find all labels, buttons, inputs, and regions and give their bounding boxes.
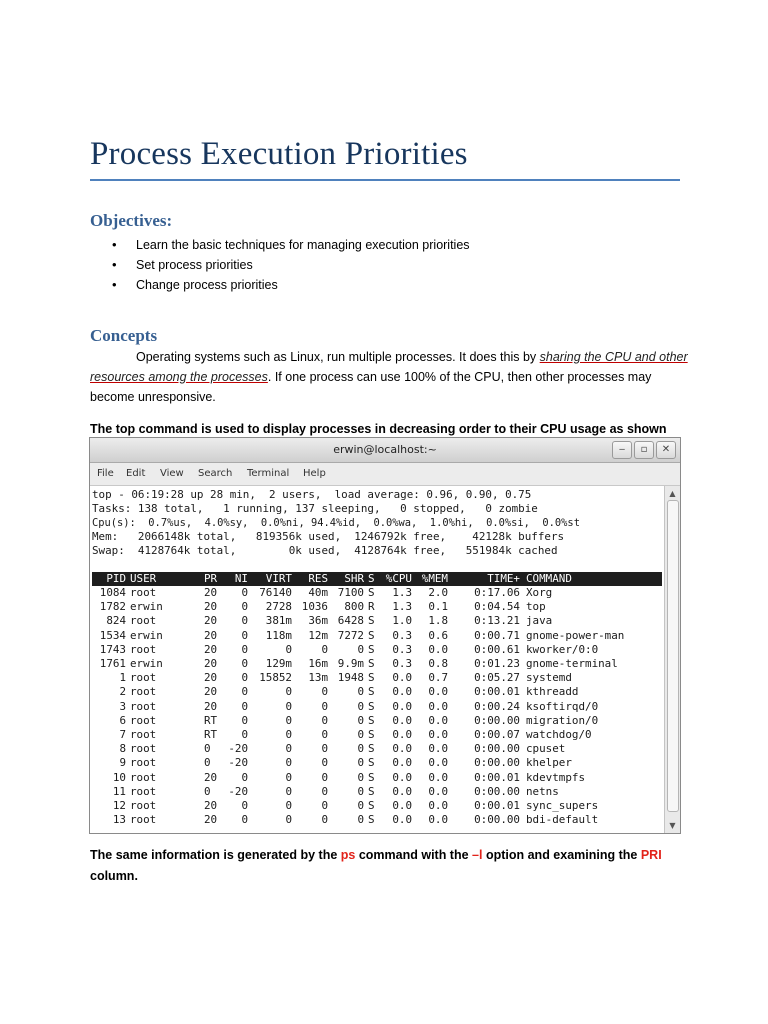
cell-pr: 20 bbox=[204, 614, 218, 628]
scroll-down-icon[interactable]: ▼ bbox=[669, 821, 676, 830]
cell-ni: 0 bbox=[241, 642, 248, 656]
cell-time: 0:00.07 bbox=[474, 728, 520, 741]
cell-user: root bbox=[130, 671, 157, 685]
cell-virt: 2728 bbox=[265, 600, 292, 614]
cell-mem: 2.0 bbox=[428, 586, 448, 599]
cell-mem: 1.8 bbox=[428, 614, 448, 628]
cell-virt: 0 bbox=[285, 685, 292, 699]
cell-shr: 0 bbox=[357, 713, 364, 727]
column-header-ni: NI bbox=[234, 572, 248, 585]
top-tasks-line: Tasks: 138 total, 1 running, 137 sleeping, 0 stopped, 0 zombie bbox=[92, 502, 538, 515]
title-divider bbox=[90, 179, 680, 181]
table-row bbox=[92, 629, 664, 643]
terminal-output[interactable] bbox=[90, 486, 664, 833]
list-item: • Change process priorities bbox=[112, 275, 470, 295]
table-row bbox=[92, 813, 664, 827]
cell-cpu: 0.0 bbox=[392, 784, 412, 798]
cell-virt: 0 bbox=[285, 728, 292, 741]
cell-mem: 0.1 bbox=[428, 600, 448, 614]
column-header-state: S bbox=[368, 572, 375, 585]
bullet-icon: • bbox=[112, 277, 117, 292]
cell-ni: 0 bbox=[241, 628, 248, 642]
cell-res: 0 bbox=[321, 756, 328, 770]
bullet-icon: • bbox=[112, 257, 117, 272]
cell-pid: 1084 bbox=[99, 586, 126, 599]
cell-ni: 0 bbox=[241, 728, 248, 741]
cell-command: gnome-power-man bbox=[526, 628, 625, 642]
cell-shr: 0 bbox=[357, 799, 364, 812]
cell-command: sync_supers bbox=[526, 799, 599, 812]
cell-shr: 0 bbox=[357, 742, 364, 756]
cell-user: root bbox=[130, 813, 157, 827]
cell-state: S bbox=[368, 813, 375, 827]
menu-file[interactable]: File bbox=[97, 468, 114, 479]
bullet-icon: • bbox=[112, 237, 117, 252]
cell-user: root bbox=[130, 728, 157, 741]
table-row bbox=[92, 742, 664, 756]
cell-state: S bbox=[368, 742, 375, 756]
table-row bbox=[92, 643, 664, 657]
list-item: • Set process priorities bbox=[112, 255, 470, 275]
cell-ni: 0 bbox=[241, 813, 248, 827]
cell-shr: 9.9m bbox=[337, 657, 364, 670]
cell-shr: 0 bbox=[357, 699, 364, 713]
table-row bbox=[92, 671, 664, 685]
cell-virt: 0 bbox=[285, 770, 292, 784]
cell-command: java bbox=[526, 614, 553, 628]
cell-state: S bbox=[368, 756, 375, 770]
cell-cpu: 0.0 bbox=[392, 685, 412, 699]
cell-time: 0:01.23 bbox=[474, 657, 520, 670]
cell-mem: 0.0 bbox=[428, 784, 448, 798]
column-header-res: RES bbox=[308, 572, 328, 585]
cell-ni: 0 bbox=[241, 586, 248, 599]
cell-cpu: 0.0 bbox=[392, 742, 412, 756]
cell-virt: 0 bbox=[285, 813, 292, 827]
scroll-up-icon[interactable]: ▲ bbox=[669, 489, 676, 498]
cell-command: netns bbox=[526, 784, 559, 798]
column-header-cpu: %CPU bbox=[385, 572, 412, 585]
table-row bbox=[92, 657, 664, 671]
cell-state: S bbox=[368, 642, 375, 656]
cell-time: 0:00.01 bbox=[474, 799, 520, 812]
cell-time: 0:00.01 bbox=[474, 685, 520, 699]
menu-search[interactable]: Search bbox=[198, 468, 233, 479]
cell-state: S bbox=[368, 614, 375, 628]
cell-mem: 0.8 bbox=[428, 657, 448, 670]
cell-pr: 20 bbox=[204, 657, 218, 670]
cell-user: root bbox=[130, 713, 157, 727]
cell-shr: 0 bbox=[357, 685, 364, 699]
pri-keyword: PRI bbox=[640, 848, 662, 862]
cell-shr: 1948 bbox=[337, 671, 364, 685]
table-row bbox=[92, 785, 664, 799]
cell-virt: 0 bbox=[285, 799, 292, 812]
cell-res: 0 bbox=[321, 799, 328, 812]
cell-ni: -20 bbox=[228, 742, 248, 756]
cell-res: 1036 bbox=[301, 600, 328, 614]
ps-command-note: The same information is generated by the ps command with the –l option and examining the PRI column. bbox=[90, 848, 662, 883]
column-header-shr: SHR bbox=[344, 572, 364, 585]
cell-res: 0 bbox=[321, 642, 328, 656]
cell-pr: 20 bbox=[204, 628, 218, 642]
cell-virt: 0 bbox=[285, 642, 292, 656]
cell-command: kdevtmpfs bbox=[526, 770, 586, 784]
cell-pr: 0 bbox=[204, 742, 211, 756]
table-row bbox=[92, 771, 664, 785]
cell-time: 0:00.00 bbox=[474, 742, 520, 756]
terminal-title: erwin@localhost:~ bbox=[333, 443, 437, 456]
cell-pid: 3 bbox=[119, 699, 126, 713]
cell-cpu: 0.0 bbox=[392, 799, 412, 812]
cell-pr: 20 bbox=[204, 671, 218, 685]
cell-state: S bbox=[368, 671, 375, 685]
cell-time: 0:00.00 bbox=[474, 756, 520, 770]
cell-pr: RT bbox=[204, 728, 218, 741]
cell-cpu: 0.0 bbox=[392, 813, 412, 827]
cell-pid: 9 bbox=[119, 756, 126, 770]
cell-time: 0:17.06 bbox=[474, 586, 520, 599]
cell-shr: 7272 bbox=[337, 628, 364, 642]
cell-mem: 0.0 bbox=[428, 799, 448, 812]
cell-shr: 0 bbox=[357, 813, 364, 827]
cell-virt: 0 bbox=[285, 784, 292, 798]
table-row bbox=[92, 756, 664, 770]
cell-command: systemd bbox=[526, 671, 572, 685]
cell-mem: 0.0 bbox=[428, 713, 448, 727]
cell-time: 0:05.27 bbox=[474, 671, 520, 685]
cell-pid: 11 bbox=[112, 784, 126, 798]
cell-user: erwin bbox=[130, 657, 163, 670]
cell-user: root bbox=[130, 699, 157, 713]
cell-state: S bbox=[368, 657, 375, 670]
column-header-command: COMMAND bbox=[526, 572, 572, 585]
cell-virt: 76140 bbox=[259, 586, 292, 599]
cell-virt: 381m bbox=[265, 614, 292, 628]
cell-pr: 20 bbox=[204, 685, 218, 699]
option-keyword: –l bbox=[472, 848, 483, 862]
objectives-heading: Objectives: bbox=[90, 211, 173, 230]
cell-virt: 0 bbox=[285, 699, 292, 713]
cell-ni: -20 bbox=[228, 784, 248, 798]
cell-pid: 1782 bbox=[99, 600, 126, 614]
cell-time: 0:00.24 bbox=[474, 699, 520, 713]
cell-ni: 0 bbox=[241, 685, 248, 699]
cell-pid: 824 bbox=[106, 614, 126, 628]
cell-pid: 1 bbox=[119, 671, 126, 685]
cell-res: 36m bbox=[308, 614, 328, 628]
cell-state: S bbox=[368, 713, 375, 727]
cell-ni: 0 bbox=[241, 614, 248, 628]
cell-res: 0 bbox=[321, 770, 328, 784]
cell-ni: 0 bbox=[241, 799, 248, 812]
cell-ni: 0 bbox=[241, 713, 248, 727]
cell-user: erwin bbox=[130, 628, 163, 642]
cell-command: kthreadd bbox=[526, 685, 579, 699]
cell-mem: 0.0 bbox=[428, 813, 448, 827]
cell-time: 0:00.00 bbox=[474, 784, 520, 798]
cell-command: watchdog/0 bbox=[526, 728, 592, 741]
cell-pr: 20 bbox=[204, 799, 218, 812]
cell-command: kworker/0:0 bbox=[526, 642, 599, 656]
column-header-mem: %MEM bbox=[421, 572, 448, 585]
cell-user: root bbox=[130, 685, 157, 699]
cell-res: 16m bbox=[308, 657, 328, 670]
concepts-heading: Concepts bbox=[90, 326, 158, 345]
cell-time: 0:13.21 bbox=[474, 614, 520, 628]
cell-pid: 6 bbox=[119, 713, 126, 727]
top-summary-line: top - 06:19:28 up 28 min, 2 users, load average: 0.96, 0.90, 0.75 bbox=[92, 488, 532, 501]
cell-virt: 0 bbox=[285, 756, 292, 770]
cell-res: 0 bbox=[321, 813, 328, 827]
cell-shr: 0 bbox=[357, 642, 364, 656]
table-row bbox=[92, 586, 664, 600]
cell-res: 0 bbox=[321, 742, 328, 756]
cell-user: root bbox=[130, 770, 157, 784]
cell-virt: 15852 bbox=[259, 671, 292, 685]
cell-time: 0:00.71 bbox=[474, 628, 520, 642]
cell-cpu: 0.0 bbox=[392, 728, 412, 741]
cell-cpu: 0.3 bbox=[392, 657, 412, 670]
cell-pid: 1743 bbox=[99, 642, 126, 656]
cell-shr: 0 bbox=[357, 770, 364, 784]
cell-mem: 0.0 bbox=[428, 742, 448, 756]
cell-command: migration/0 bbox=[526, 713, 599, 727]
cell-time: 0:00.01 bbox=[474, 770, 520, 784]
cell-user: root bbox=[130, 742, 157, 756]
cell-cpu: 0.0 bbox=[392, 671, 412, 685]
cell-shr: 6428 bbox=[337, 614, 364, 628]
column-header-user: USER bbox=[130, 572, 157, 585]
cell-state: S bbox=[368, 586, 375, 599]
cell-ni: 0 bbox=[241, 699, 248, 713]
cell-command: bdi-default bbox=[526, 813, 599, 827]
cell-pr: RT bbox=[204, 713, 218, 727]
terminal-window bbox=[89, 437, 681, 834]
maximize-icon[interactable]: ▫ bbox=[634, 441, 654, 459]
cell-pr: 20 bbox=[204, 699, 218, 713]
cell-time: 0:00.00 bbox=[474, 713, 520, 727]
cell-res: 13m bbox=[308, 671, 328, 685]
menu-terminal[interactable]: Terminal bbox=[247, 468, 290, 479]
cell-virt: 0 bbox=[285, 742, 292, 756]
cell-command: khelper bbox=[526, 756, 572, 770]
underlined-phrase: sharing the CPU and other resources among the processes bbox=[90, 350, 688, 384]
concepts-paragraph: Operating systems such as Linux, run multiple processes. It does this by sharing the CPU and other resources among the processes. If one process can use 100% of the CPU, then other processes may become unresponsive. bbox=[90, 350, 688, 404]
cell-pr: 20 bbox=[204, 586, 218, 599]
table-row bbox=[92, 714, 664, 728]
cell-pr: 20 bbox=[204, 770, 218, 784]
cell-cpu: 0.3 bbox=[392, 642, 412, 656]
cell-ni: 0 bbox=[241, 600, 248, 614]
table-row bbox=[92, 728, 664, 742]
cell-cpu: 0.0 bbox=[392, 699, 412, 713]
cell-user: root bbox=[130, 586, 157, 599]
cell-state: S bbox=[368, 699, 375, 713]
cell-cpu: 1.3 bbox=[392, 600, 412, 614]
menu-edit[interactable]: Edit bbox=[126, 468, 146, 479]
cell-state: S bbox=[368, 728, 375, 741]
cell-mem: 0.0 bbox=[428, 728, 448, 741]
terminal-menubar bbox=[90, 463, 680, 486]
cell-pr: 0 bbox=[204, 756, 211, 770]
cell-pid: 8 bbox=[119, 742, 126, 756]
cell-res: 0 bbox=[321, 784, 328, 798]
cell-cpu: 1.3 bbox=[392, 586, 412, 599]
cell-mem: 0.7 bbox=[428, 671, 448, 685]
cell-pr: 20 bbox=[204, 813, 218, 827]
table-row bbox=[92, 600, 664, 614]
table-row bbox=[92, 685, 664, 699]
cell-pid: 7 bbox=[119, 728, 126, 741]
cell-state: R bbox=[368, 600, 375, 614]
terminal-titlebar[interactable] bbox=[90, 438, 680, 463]
cell-res: 0 bbox=[321, 699, 328, 713]
cell-ni: -20 bbox=[228, 756, 248, 770]
cell-shr: 0 bbox=[357, 784, 364, 798]
cell-res: 12m bbox=[308, 628, 328, 642]
cell-command: ksoftirqd/0 bbox=[526, 699, 599, 713]
cell-pid: 10 bbox=[112, 770, 126, 784]
column-header-pid: PID bbox=[106, 572, 126, 585]
cell-time: 0:00.00 bbox=[474, 813, 520, 827]
cell-user: root bbox=[130, 614, 157, 628]
cell-mem: 0.0 bbox=[428, 642, 448, 656]
cell-cpu: 1.0 bbox=[392, 614, 412, 628]
cell-res: 0 bbox=[321, 713, 328, 727]
cell-command: top bbox=[526, 600, 546, 614]
cell-state: S bbox=[368, 685, 375, 699]
ps-keyword: ps bbox=[340, 848, 356, 862]
cell-virt: 129m bbox=[265, 657, 292, 670]
cell-pr: 20 bbox=[204, 600, 218, 614]
objectives-list bbox=[112, 235, 470, 295]
cell-user: erwin bbox=[130, 600, 163, 614]
cell-cpu: 0.0 bbox=[392, 770, 412, 784]
terminal-scrollbar[interactable] bbox=[664, 486, 680, 833]
cell-ni: 0 bbox=[241, 657, 248, 670]
cell-user: root bbox=[130, 784, 157, 798]
page-title: Process Execution Priorities bbox=[90, 136, 468, 172]
cell-shr: 0 bbox=[357, 728, 364, 741]
cell-command: Xorg bbox=[526, 586, 553, 599]
cell-state: S bbox=[368, 770, 375, 784]
cell-mem: 0.0 bbox=[428, 756, 448, 770]
cell-shr: 0 bbox=[357, 756, 364, 770]
cell-pid: 13 bbox=[112, 813, 126, 827]
cell-shr: 800 bbox=[344, 600, 364, 614]
top-cpu-line: Cpu(s): 0.7%us, 4.0%sy, 0.0%ni, 94.4%id, 0.0%wa, 1.0%hi, 0.0%si, 0.0%st bbox=[92, 517, 580, 529]
cell-mem: 0.6 bbox=[428, 628, 448, 642]
cell-pid: 12 bbox=[112, 799, 126, 812]
cell-state: S bbox=[368, 799, 375, 812]
cell-state: S bbox=[368, 784, 375, 798]
cell-mem: 0.0 bbox=[428, 770, 448, 784]
column-header-pr: PR bbox=[204, 572, 218, 585]
top-mem-line: Mem: 2066148k total, 819356k used, 1246792k free, 42128k buffers bbox=[92, 530, 565, 543]
cell-virt: 0 bbox=[285, 713, 292, 727]
cell-cpu: 0.0 bbox=[392, 713, 412, 727]
scrollbar-thumb[interactable] bbox=[667, 500, 679, 812]
cell-state: S bbox=[368, 628, 375, 642]
cell-pid: 1761 bbox=[99, 657, 126, 670]
cell-cpu: 0.3 bbox=[392, 628, 412, 642]
cell-pr: 20 bbox=[204, 642, 218, 656]
cell-ni: 0 bbox=[241, 671, 248, 685]
cell-command: gnome-terminal bbox=[526, 657, 618, 670]
cell-mem: 0.0 bbox=[428, 685, 448, 699]
column-header-time: TIME+ bbox=[487, 572, 520, 585]
cell-res: 0 bbox=[321, 685, 328, 699]
close-icon[interactable]: ✕ bbox=[656, 441, 676, 459]
cell-pid: 1534 bbox=[99, 628, 126, 642]
cell-shr: 7100 bbox=[337, 586, 364, 599]
cell-pid: 2 bbox=[119, 685, 126, 699]
table-row bbox=[92, 700, 664, 714]
menu-help[interactable]: Help bbox=[303, 468, 326, 479]
cell-cpu: 0.0 bbox=[392, 756, 412, 770]
cell-user: root bbox=[130, 756, 157, 770]
cell-user: root bbox=[130, 799, 157, 812]
cell-time: 0:00.61 bbox=[474, 642, 520, 656]
cell-virt: 118m bbox=[265, 628, 292, 642]
table-row bbox=[92, 799, 664, 813]
table-row bbox=[92, 614, 664, 628]
cell-user: root bbox=[130, 642, 157, 656]
column-header-virt: VIRT bbox=[265, 572, 292, 585]
top-swap-line: Swap: 4128764k total, 0k used, 4128764k free, 551984k cached bbox=[92, 544, 558, 557]
cell-mem: 0.0 bbox=[428, 699, 448, 713]
cell-ni: 0 bbox=[241, 770, 248, 784]
minimize-icon[interactable]: ‒ bbox=[612, 441, 632, 459]
cell-time: 0:04.54 bbox=[474, 600, 520, 614]
cell-res: 40m bbox=[308, 586, 328, 599]
list-item: • Learn the basic techniques for managing execution priorities bbox=[112, 235, 470, 255]
cell-pr: 0 bbox=[204, 784, 211, 798]
top-command-intro: The top command is used to display processes in decreasing order to their CPU usage as shown bbox=[90, 422, 667, 436]
menu-view[interactable]: View bbox=[160, 468, 184, 479]
cell-command: cpuset bbox=[526, 742, 566, 756]
cell-res: 0 bbox=[321, 728, 328, 741]
